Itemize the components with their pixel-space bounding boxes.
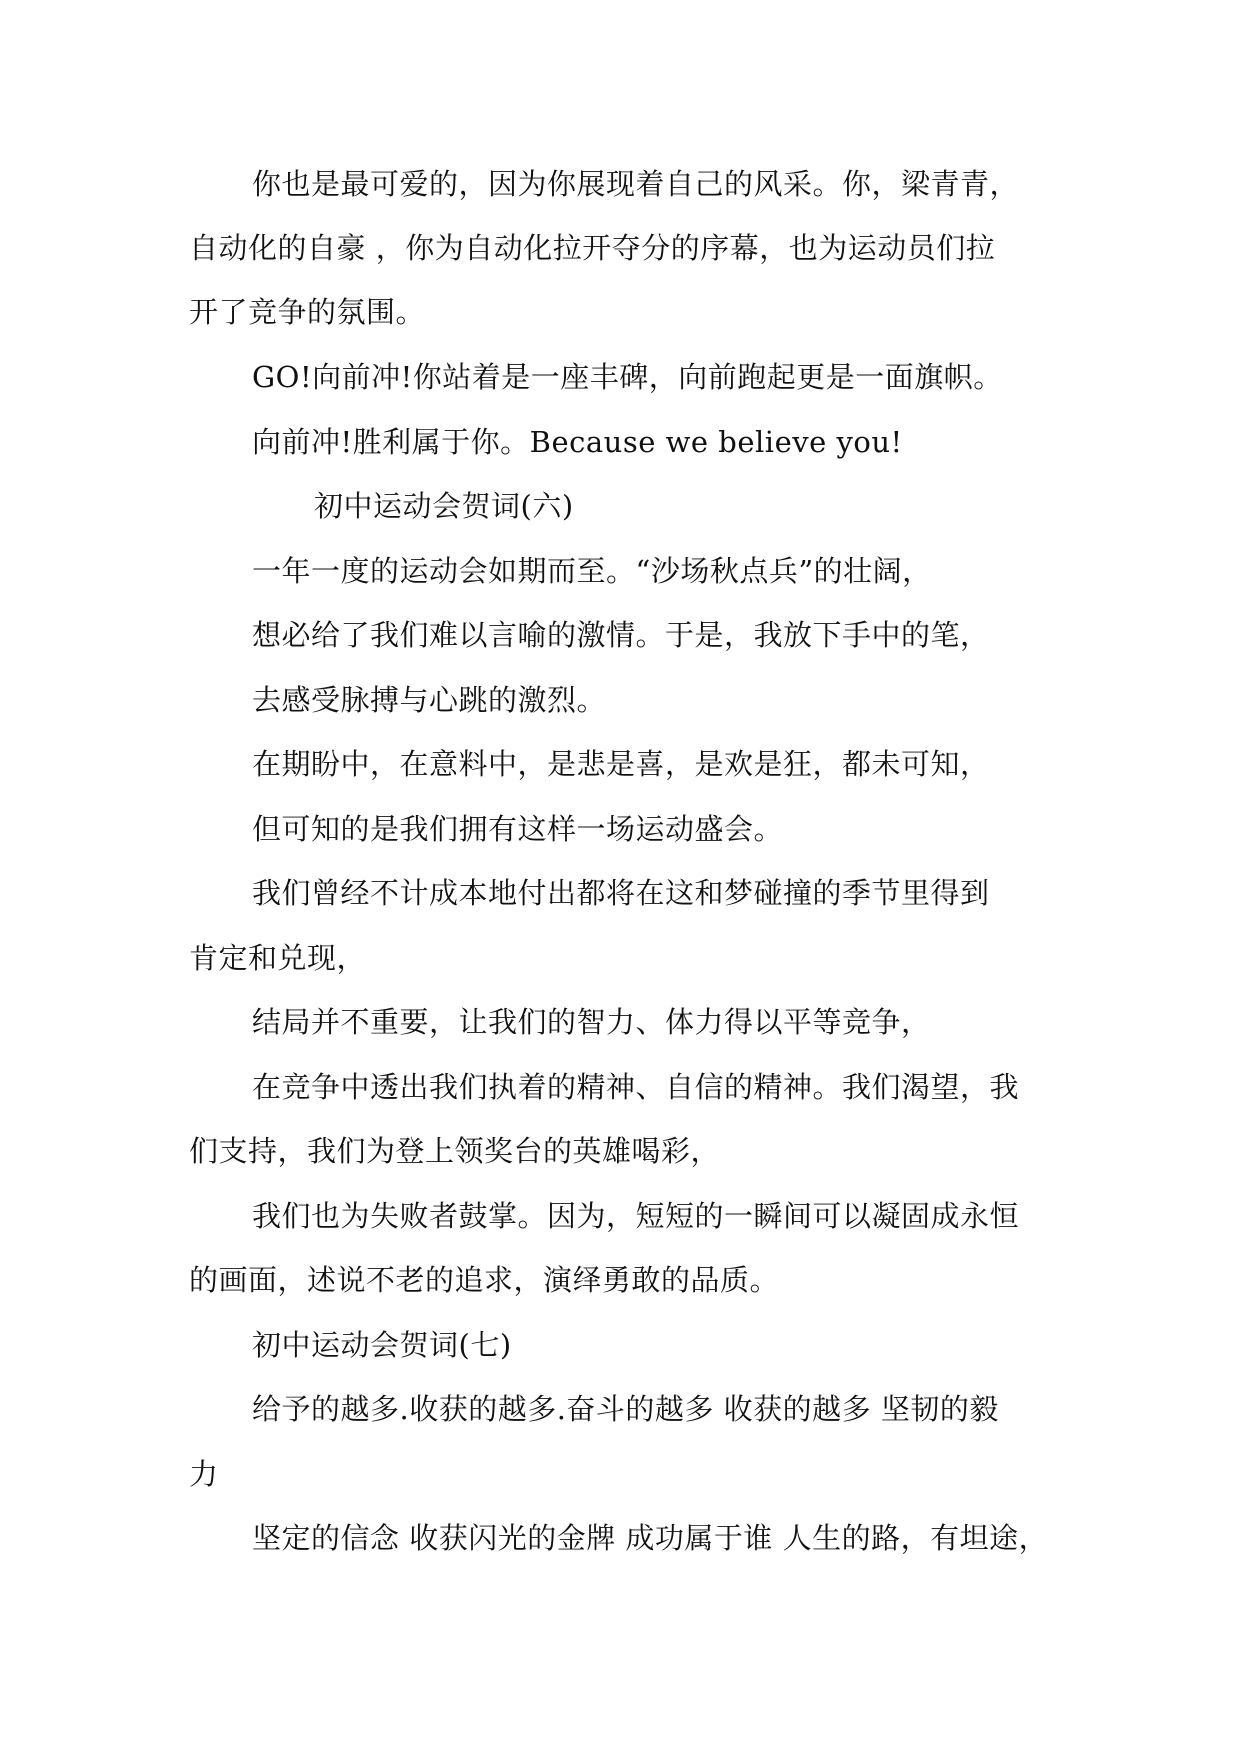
text-line: 我们也为失败者鼓掌。因为，短短的一瞬间可以凝固成永恒: [252, 1199, 1020, 1233]
text-line: 结局并不重要，让我们的智力、体力得以平等竞争，: [252, 1005, 931, 1039]
text-line: 们支持，我们为登上领奖台的英雄喝彩，: [189, 1134, 721, 1168]
text-line: 坚定的信念 收获闪光的金牌 成功属于谁 人生的路，有坦途，: [252, 1521, 1049, 1555]
text-line: 在期盼中，在意料中，是悲是喜，是欢是狂，都未可知，: [252, 747, 990, 781]
text-line: 你也是最可爱的，因为你展现着自己的风采。你，梁青青，: [252, 167, 1020, 201]
text-line: 开了竞争的氛围。: [189, 295, 426, 329]
text-line: GO!向前冲!你站着是一座丰碑，向前跑起更是一面旗帜。: [252, 360, 1003, 394]
text-line: 肯定和兑现，: [189, 941, 367, 975]
text-line: 在竞争中透出我们执着的精神、自信的精神。我们渴望，我: [252, 1070, 1020, 1104]
text-line: 但可知的是我们拥有这样一场运动盛会。: [252, 812, 784, 846]
text-line: 的画面，述说不老的追求，演绎勇敢的品质。: [189, 1263, 780, 1297]
text-line: 向前冲!胜利属于你。Because we believe you!: [252, 425, 903, 459]
section-heading: 初中运动会贺词(七): [252, 1328, 512, 1362]
text-line: 力: [189, 1457, 219, 1491]
text-line: 去感受脉搏与心跳的激烈。: [252, 683, 607, 717]
text-line: 自动化的自豪 ，你为自动化拉开夺分的序幕，也为运动员们拉: [189, 231, 996, 265]
text-line: 一年一度的运动会如期而至。“沙场秋点兵”的壮阔，: [252, 554, 932, 588]
text-line: 给予的越多.收获的越多.奋斗的越多 收获的越多 坚韧的毅: [252, 1392, 999, 1426]
text-line: 想必给了我们难以言喻的激情。于是，我放下手中的笔，: [252, 618, 990, 652]
text-line: 我们曾经不计成本地付出都将在这和梦碰撞的季节里得到: [252, 876, 990, 910]
section-heading: 初中运动会贺词(六): [314, 489, 574, 523]
